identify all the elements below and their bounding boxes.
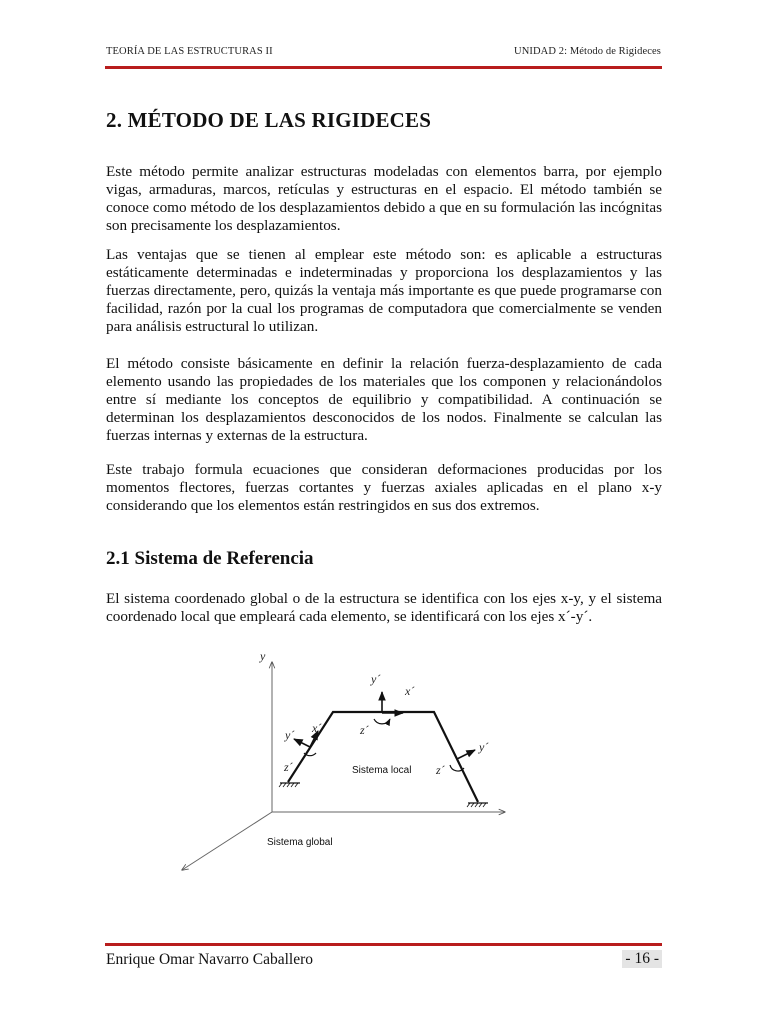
subsection-paragraph: El sistema coordenado global o de la estructura se identifica con los ejes x-y, y el sistema coordenado local que empleará cada elemento, se identificará con los ejes x´-y´. [106,590,662,625]
local-system-label: Sistema local [352,765,412,776]
svg-text:x´: x´ [312,721,322,735]
paragraph-2: Las ventajas que se tienen al emplear este método son: es aplicable a estructuras estáticamente determinadas e indeterminadas y proporciona los desplazamientos y las fuerzas directamente, pero, quizás la ventaja más importante es que puede programarse con facilidad, razón por la cual los programas de computadora que comercialmente se venden para análisis estructural lo utilizan. [106,246,662,335]
svg-text:y´: y´ [285,728,295,742]
svg-text:y´: y´ [479,740,489,754]
top-member-local-axes [359,672,415,737]
page-number: - 16 - [622,950,662,968]
footer-author: Enrique Omar Navarro Caballero [106,951,314,968]
running-header-right: UNIDAD 2: Método de Rigideces [514,46,661,57]
svg-text:z´: z´ [436,763,445,777]
section-title: 2. MÉTODO DE LAS RIGIDECES [106,108,432,132]
svg-text:z´: z´ [284,760,293,774]
svg-text:z´: z´ [360,723,369,737]
running-header-left: TEORÍA DE LAS ESTRUCTURAS II [106,46,273,57]
subsection-title: 2.1 Sistema de Referencia [106,548,314,569]
header-rule [105,66,662,69]
paragraph-1: Este método permite analizar estructuras modeladas con elementos barra, por ejemplo vigas, armaduras, marcos, retículas y estructuras en el espacio. El método también se conoce como método de los desplazamientos debido a que en su formulación las incógnitas son precisamente los desplazamientos. [106,163,662,234]
paragraph-4: Este trabajo formula ecuaciones que consideran deformaciones producidas por los momentos flectores, fuerzas cortantes y fuerzas axiales aplicadas en el plano x-y considerando que los elementos están restringidos en sus dos extremos. [106,461,662,514]
global-y-label: y [260,649,266,663]
svg-text:y´: y´ [371,672,381,686]
footer-rule [105,943,662,946]
left-member-local-axes [283,721,322,774]
paragraph-3: El método consiste básicamente en definir la relación fuerza-desplazamiento de cada elemento usando las propiedades de los materiales que los componen y relacionándolos entre sí mediante los conceptos de equilibrio y compatibilidad. A continuación se determinan los desplazamientos desconocidos de los nodos. Finalmente se calculan las fuerzas internas y externas de la estructura. [106,355,662,444]
frame-structure [279,712,488,807]
reference-system-diagram [160,640,520,880]
global-system-label: Sistema global [267,837,333,848]
svg-text:x´: x´ [405,684,415,698]
